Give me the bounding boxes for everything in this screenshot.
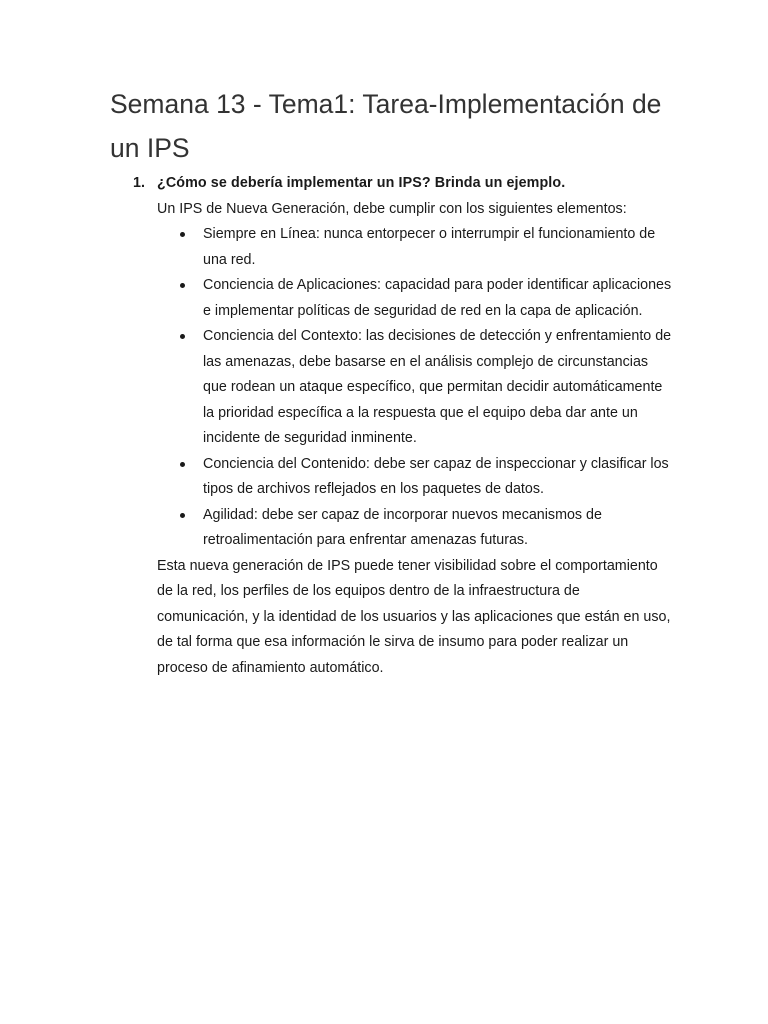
list-item-text: Conciencia del Contexto: las decisiones de detección y enfrentamiento de las amenazas, debe basarse en el análisis complejo de circunstancias que rodean un ataque específico, que permitan decidir automáticamente la prioridad específica a la respuesta que el equipo deba dar ante un incidente de seguridad inminente. (203, 328, 672, 446)
question-heading (133, 171, 673, 197)
bullet-icon (180, 513, 185, 518)
list-item-text: Conciencia de Aplicaciones: capacidad para poder identificar aplicaciones e implementar políticas de seguridad de red en la capa de aplicación. (203, 277, 672, 319)
list-item (203, 324, 673, 452)
bullet-icon (180, 283, 185, 288)
bullet-icon (180, 462, 185, 467)
list-item (203, 452, 673, 503)
question-number: 1. (133, 175, 146, 191)
list-item (203, 503, 673, 554)
intro-paragraph: Un IPS de Nueva Generación, debe cumplir con los siguientes elementos: (157, 200, 627, 217)
list-item (203, 222, 673, 273)
list-item (203, 273, 673, 324)
list-item-text: Siempre en Línea: nunca entorpecer o interrumpir el funcionamiento de una red. (203, 226, 656, 268)
question-text: ¿Cómo se debería implementar un IPS? Brinda un ejemplo. (157, 175, 566, 191)
bullet-icon (180, 334, 185, 339)
bullet-icon (180, 232, 185, 237)
list-item-text: Conciencia del Contenido: debe ser capaz de inspeccionar y clasificar los tipos de archivos reflejados en los paquetes de datos. (203, 455, 669, 497)
bullet-list (157, 222, 673, 554)
page-title: Semana 13 - Tema1: Tarea-Implementación de un IPS (110, 89, 662, 163)
answer-body (133, 197, 673, 682)
question-section (133, 171, 673, 681)
list-item-text: Agilidad: debe ser capaz de incorporar nuevos mecanismos de retroalimentación para enfrentar amenazas futuras. (203, 506, 602, 548)
closing-paragraph: Esta nueva generación de IPS puede tener visibilidad sobre el comportamiento de la red, los perfiles de los equipos dentro de la infraestructura de comunicación, y la identidad de los usuarios y las aplicaciones que están en uso, de tal forma que esa información le sirva de insumo para poder realizar un proceso de afinamiento automático. (157, 557, 671, 676)
